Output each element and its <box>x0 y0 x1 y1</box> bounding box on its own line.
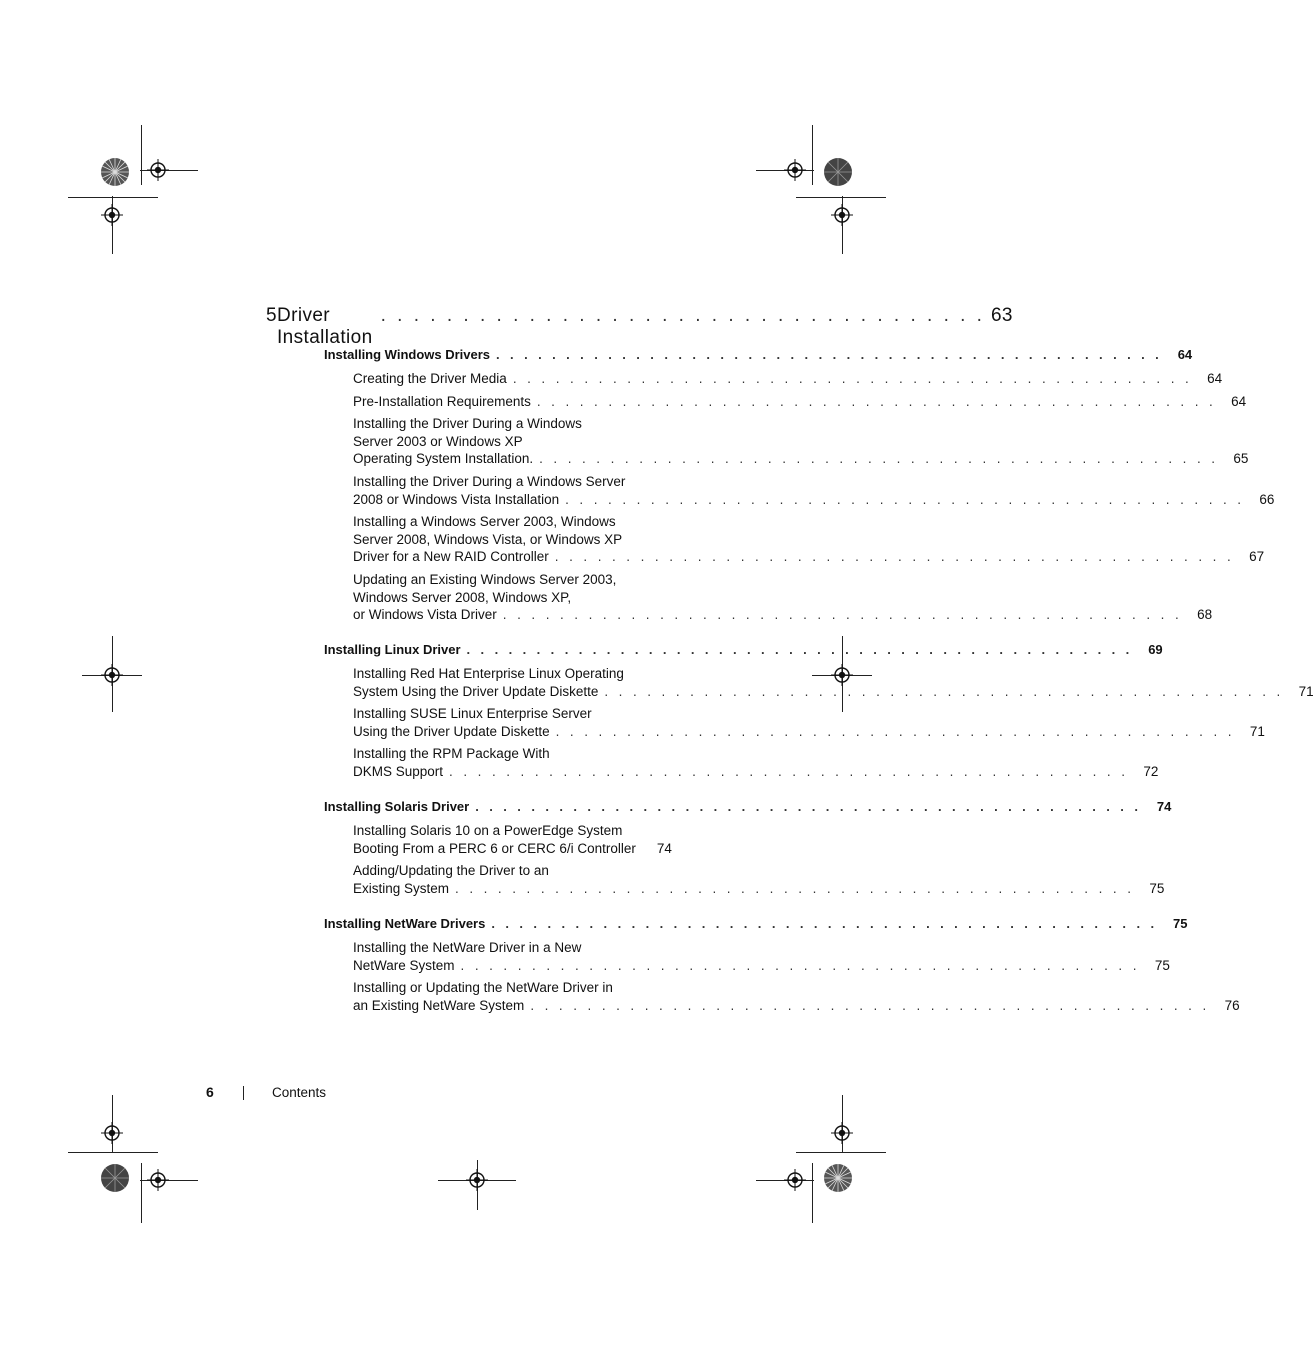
footer-divider <box>243 1086 244 1100</box>
star-target-icon <box>823 157 853 187</box>
toc-entry-title: Creating the Driver Media <box>353 371 507 386</box>
toc-entry[interactable] <box>353 840 671 857</box>
toc-page-number: 75 <box>1154 957 1170 973</box>
star-target-icon <box>823 1163 853 1193</box>
toc-page-number: 64 <box>1207 371 1223 386</box>
star-target-icon <box>100 157 130 187</box>
toc-page-number: 69 <box>1148 642 1163 657</box>
registration-target-icon <box>784 159 806 181</box>
chapter-page: 63 <box>990 305 1013 326</box>
toc-entry-line: Server 2003 or Windows XP <box>353 433 523 449</box>
toc-section-netware[interactable] <box>324 915 1188 932</box>
toc-entry-title: DKMS Support <box>353 764 444 779</box>
leader-dots: . . . . . . . . . . . . . . . . . . . . . . . . . . . . . . . . . . . . . . . . . . . . . . . . <box>539 451 1219 467</box>
toc-entry-title: Using the Driver Update Diskette <box>353 723 550 739</box>
leader-dots: . . . . . . . . . . . . . . . . . . . . . . . . . . . . . . . . . . . . . <box>380 305 985 326</box>
toc-page-number: 64 <box>1177 347 1193 362</box>
toc-entry[interactable] <box>353 997 1240 1014</box>
leader-dots: . . . . . . . . . . . . . . . . . . . . . . . . . . . . . . . . . . . . . . . . . . . . . . . . <box>466 642 1133 657</box>
toc-entry-title: Pre-Installation Requirements <box>353 393 531 409</box>
toc-entry[interactable] <box>353 606 1213 623</box>
toc-page-number: 74 <box>656 840 672 856</box>
toc-page-number: 66 <box>1259 491 1275 507</box>
leader-dots: . . . . . . . . . . . . . . . . . . . . . . . . . . . . . . . . . . . . . . . . . . . . . . . . <box>475 799 1142 814</box>
toc-entry[interactable] <box>353 450 1249 467</box>
toc-entry-title: 2008 or Windows Vista Installation <box>353 491 560 507</box>
leader-dots: . . . . . . . . . . . . . . . . . . . . . . . . . . . . . . . . . . . . . . . . . . . . . . . . <box>455 880 1135 896</box>
toc-page-number: 76 <box>1224 997 1240 1013</box>
registration-target-icon <box>101 664 123 686</box>
toc-entry-title: Operating System Installation. <box>353 451 534 467</box>
leader-dots: . . . . . . . . . . . . . . . . . . . . . . . . . . . . . . . . . . . . . . . . . . . . . . . . <box>512 371 1193 386</box>
toc-entry[interactable] <box>353 491 1275 508</box>
leader-dots: . . . . . . . . . . . . . . . . . . . . . . . . . . . . . . . . . . . . . . . . . . . . . . . . <box>565 491 1245 507</box>
toc-entry[interactable] <box>353 548 1265 565</box>
toc-entry-title: Driver for a New RAID Controller <box>353 549 549 565</box>
leader-dots: . . . . . . . . . . . . . . . . . . . . . . . . . . . . . . . . . . . . . . . . . . . . . . . . <box>604 683 1284 699</box>
toc-page-number: 75 <box>1173 916 1188 931</box>
leader-dots: . . . . . . . . . . . . . . . . . . . . . . . . . . . . . . . . . . . . . . . . . . . . . . . . <box>530 997 1210 1013</box>
toc-page-number: 74 <box>1156 799 1172 814</box>
toc-entry[interactable] <box>353 370 1223 387</box>
toc-entry-title: Installing Windows Drivers <box>324 347 491 362</box>
toc-entry[interactable] <box>353 683 1314 700</box>
footer-label: Contents <box>272 1085 327 1100</box>
star-target-icon <box>100 1163 130 1193</box>
toc-entry-title: System Using the Driver Update Diskette <box>353 683 599 699</box>
toc-entry-title: Existing System <box>353 880 450 896</box>
toc-page-number: 71 <box>1298 683 1314 699</box>
toc-entry-title: an Existing NetWare System <box>353 997 525 1013</box>
toc-entry-line: Updating an Existing Windows Server 2003, <box>353 572 617 587</box>
registration-target-icon <box>784 1169 806 1191</box>
toc-page-number: 64 <box>1231 393 1247 409</box>
toc-entry-line: Server 2008, Windows Vista, or Windows XP <box>353 531 623 547</box>
registration-target-icon <box>147 1169 169 1191</box>
chapter-title: Driver Installation <box>276 305 373 348</box>
toc-entry-title: Installing NetWare Drivers <box>324 916 486 931</box>
toc-section-linux[interactable] <box>324 641 1163 658</box>
leader-dots: . . . . . . . . . . . . . . . . . . . . . . . . . . . . . . . . . . . . . . . . . . . . . . . . <box>449 764 1129 779</box>
toc-entry-title: Booting From a PERC 6 or CERC 6/i Controller <box>353 840 636 856</box>
toc-page-number: 67 <box>1249 549 1265 565</box>
toc-entry[interactable] <box>353 723 1265 740</box>
toc-entry-line: Installing Red Hat Enterprise Linux Operating <box>353 666 624 681</box>
leader-dots: . . . . . . . . . . . . . . . . . . . . . . . . . . . . . . . . . . . . . . . . . . . . . . . . <box>536 393 1217 409</box>
toc-entry[interactable] <box>353 393 1247 410</box>
toc-entry-title: NetWare System <box>353 957 455 973</box>
toc-entry-line: Adding/Updating the Driver to an <box>353 863 549 879</box>
toc-entry-line: Installing a Windows Server 2003, Windows <box>353 514 616 530</box>
toc-entry-line: Windows Server 2008, Windows XP, <box>353 589 572 605</box>
registration-target-icon <box>831 204 853 226</box>
leader-dots: . . . . . . . . . . . . . . . . . . . . . . . . . . . . . . . . . . . . . . . . . . . . . . . . <box>496 347 1163 362</box>
leader-dots: . . . . . . . . . . . . . . . . . . . . . . . . . . . . . . . . . . . . . . . . . . . . . . . . <box>555 723 1235 739</box>
toc-entry[interactable] <box>353 957 1170 974</box>
toc-page-number: 68 <box>1197 607 1213 623</box>
toc-entry-line: Installing the RPM Package With <box>353 746 550 762</box>
toc-entry-title: or Windows Vista Driver <box>353 607 497 623</box>
toc-entry-title: Installing Solaris Driver <box>324 799 470 814</box>
registration-target-icon <box>101 1122 123 1144</box>
toc-page-number: 71 <box>1249 723 1265 739</box>
leader-dots: . . . . . . . . . . . . . . . . . . . . . . . . . . . . . . . . . . . . . . . . . . . . . . . . <box>554 549 1235 565</box>
leader-dots: . . . . . . . . . . . . . . . . . . . . . . . . . . . . . . . . . . . . . . . . . . . . . . . . <box>502 607 1183 623</box>
chapter-number: 5 <box>266 305 277 326</box>
leader-dots: . . . . . . . . . . . . . . . . . . . . . . . . . . . . . . . . . . . . . . . . . . . . . . . . <box>460 957 1140 973</box>
toc-page-number: 65 <box>1233 451 1249 467</box>
registration-target-icon <box>466 1169 488 1191</box>
leader-dots: . . . . . . . . . . . . . . . . . . . . . . . . . . . . . . . . . . . . . . . . . . . . . . . . <box>491 916 1158 931</box>
toc-entry-line: Installing Solaris 10 on a PowerEdge System <box>353 823 623 838</box>
toc-entry[interactable] <box>353 763 1159 780</box>
toc-section-win[interactable] <box>324 346 1193 363</box>
page-number: 6 <box>206 1084 214 1100</box>
toc-entry-title: Installing Linux Driver <box>324 642 461 657</box>
toc-section-solaris[interactable] <box>324 798 1172 815</box>
toc-entry-line: Installing or Updating the NetWare Driver in <box>353 980 613 996</box>
toc-entry-line: Installing the Driver During a Windows <box>353 416 582 432</box>
toc-entry[interactable] <box>353 880 1165 897</box>
toc-page-number: 72 <box>1143 764 1159 779</box>
registration-target-icon <box>147 159 169 181</box>
chapter-heading[interactable] <box>266 305 1013 348</box>
toc-page-number: 75 <box>1149 880 1165 896</box>
registration-target-icon <box>831 1122 853 1144</box>
toc-entry-line: Installing the NetWare Driver in a New <box>353 940 582 955</box>
toc-entry-line: Installing the Driver During a Windows Server <box>353 474 626 489</box>
toc-entry-line: Installing SUSE Linux Enterprise Server <box>353 706 592 722</box>
registration-target-icon <box>101 204 123 226</box>
